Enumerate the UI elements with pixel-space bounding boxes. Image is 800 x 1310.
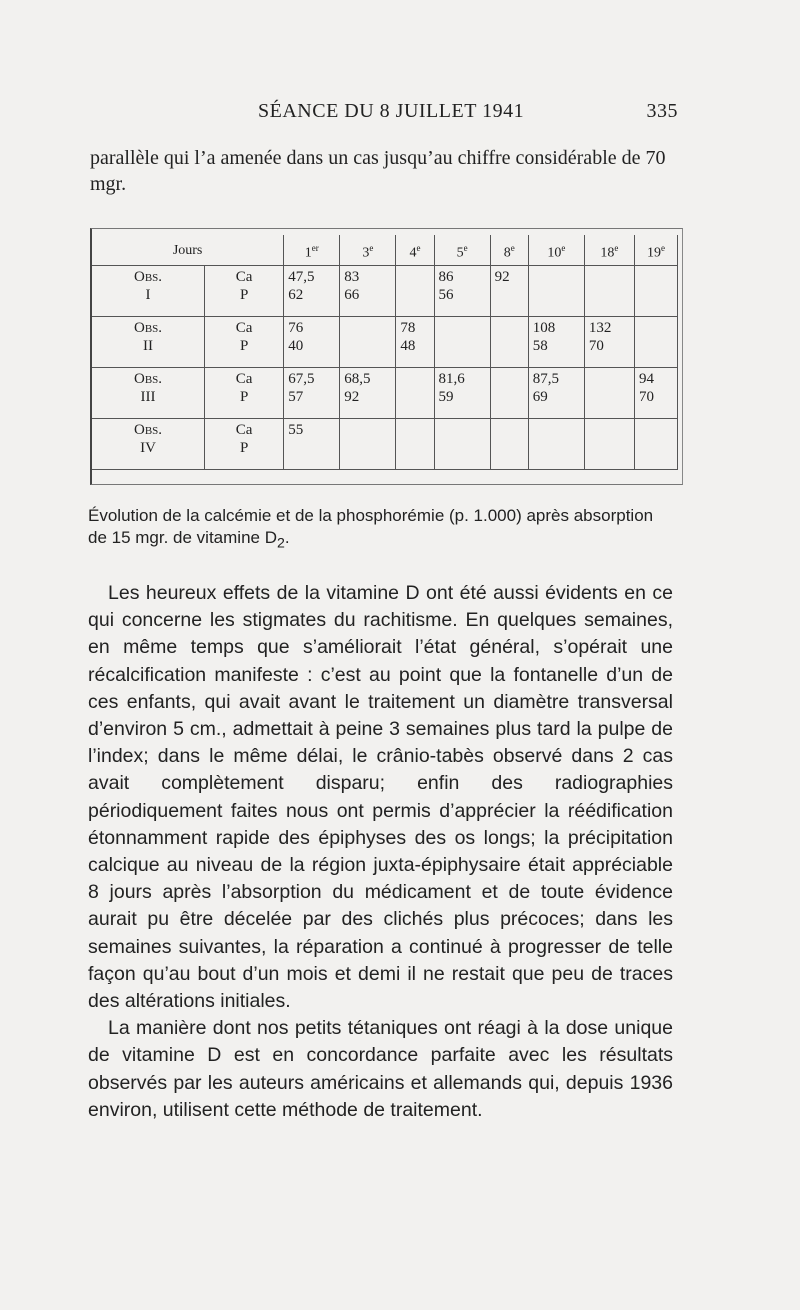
table-cell: 83 66 xyxy=(340,266,396,317)
table-cell xyxy=(634,266,677,317)
obs-label: Obs. I xyxy=(92,266,205,317)
table-cell: 67,5 57 xyxy=(284,368,340,419)
table-cell: 86 56 xyxy=(434,266,490,317)
paragraph-1: Les heureux effets de la vitamine D ont été aussi évidents en ce qui concerne les stigmates du rachitisme. En quelques semaines, en même temps que s’améliorait l’état général, s’opérait une récalcification manifeste : c’est au point que la fontanelle d’un de ces enfants, qui avait avant le traitement un diamètre transversal d’environ 5 cm., admettait à peine 3 semaines plus tard la pulpe de l’index; dans le même délai, le crânio-tabès observé dans 2 cas avait complètement disparu; enfin des radiographies périodiquement faites nous ont permis d’apprécier la réédification étonnamment rapide des épiphyses des os longs; la précipitation calcique au niveau de la région juxta-épiphysaire était appréciable 8 jours après l’absorption du médicament et de toute évidence aurait pu être décelée par des clichés plus précoces; dans les semaines suivantes, la réparation a continué à progresser de telle façon qu’au bout d’un mois et demi il ne restait que peu de traces des altérations initiales. xyxy=(88,582,673,1013)
table-row xyxy=(92,317,678,368)
ca-p-label: Ca P xyxy=(205,266,284,317)
table-cell xyxy=(490,317,528,368)
table-cell xyxy=(434,419,490,470)
table-header-row xyxy=(92,235,678,266)
day-header-10: 10e xyxy=(528,235,584,266)
table-cell: 132 70 xyxy=(584,317,634,368)
table-cell xyxy=(340,419,396,470)
table-cell: 55 xyxy=(284,419,340,470)
table-cell xyxy=(528,266,584,317)
table-cell xyxy=(490,419,528,470)
ca-p-label: Ca P xyxy=(205,419,284,470)
table-cell: 87,5 69 xyxy=(528,368,584,419)
table-row xyxy=(92,266,678,317)
paragraph-2: La manière dont nos petits tétaniques ont réagi à la dose unique de vitamine D est en concordance parfaite avec les résultats observés par les auteurs américains et allemands qui, depuis 1936 environ, utilisent cette méthode de traitement. xyxy=(88,1017,673,1121)
day-header-4: 4e xyxy=(396,235,434,266)
day-header-8: 8e xyxy=(490,235,528,266)
day-header-5: 5e xyxy=(434,235,490,266)
caption-subscript: 2 xyxy=(276,535,285,552)
table-cell xyxy=(340,317,396,368)
table-cell xyxy=(584,266,634,317)
obs-label: Obs. III xyxy=(92,368,205,419)
running-title: SÉANCE DU 8 JUILLET 1941 xyxy=(258,100,525,122)
intro-paragraph: parallèle qui l’a amenée dans un cas jusqu’au chiffre considérable de 70 mgr. xyxy=(90,147,666,195)
day-header-18: 18e xyxy=(584,235,634,266)
table-cell xyxy=(434,317,490,368)
table-cell: 78 48 xyxy=(396,317,434,368)
table-cell: 68,5 92 xyxy=(340,368,396,419)
obs-label: Obs. II xyxy=(92,317,205,368)
table-cell xyxy=(396,419,434,470)
table-cell xyxy=(634,317,677,368)
body-text xyxy=(88,580,673,1124)
days-header: Jours xyxy=(92,235,284,266)
table-cell: 108 58 xyxy=(528,317,584,368)
day-header-1: 1er xyxy=(284,235,340,266)
obs-label: Obs. IV xyxy=(92,419,205,470)
table-cell: 76 40 xyxy=(284,317,340,368)
table-cell: 47,5 62 xyxy=(284,266,340,317)
day-header-3: 3e xyxy=(340,235,396,266)
table-cell: 92 xyxy=(490,266,528,317)
data-table-frame xyxy=(90,228,683,485)
table-cell: 94 70 xyxy=(634,368,677,419)
table-cell xyxy=(634,419,677,470)
calcemia-table xyxy=(92,235,678,470)
table-cell xyxy=(396,266,434,317)
page-number: 335 xyxy=(646,100,678,122)
table-cell xyxy=(584,368,634,419)
table-cell xyxy=(490,368,528,419)
table-cell xyxy=(396,368,434,419)
ca-p-label: Ca P xyxy=(205,368,284,419)
ca-p-label: Ca P xyxy=(205,317,284,368)
day-header-19: 19e xyxy=(634,235,677,266)
table-row xyxy=(92,419,678,470)
table-caption: Évolution de la calcémie et de la phosphorémie (p. 1.000) après absorption de 15 mgr. de vitamine $D_2$. xyxy=(88,506,654,552)
table-cell xyxy=(528,419,584,470)
running-header xyxy=(258,100,678,123)
table-cell xyxy=(584,419,634,470)
table-cell: 81,6 59 xyxy=(434,368,490,419)
table-row xyxy=(92,368,678,419)
